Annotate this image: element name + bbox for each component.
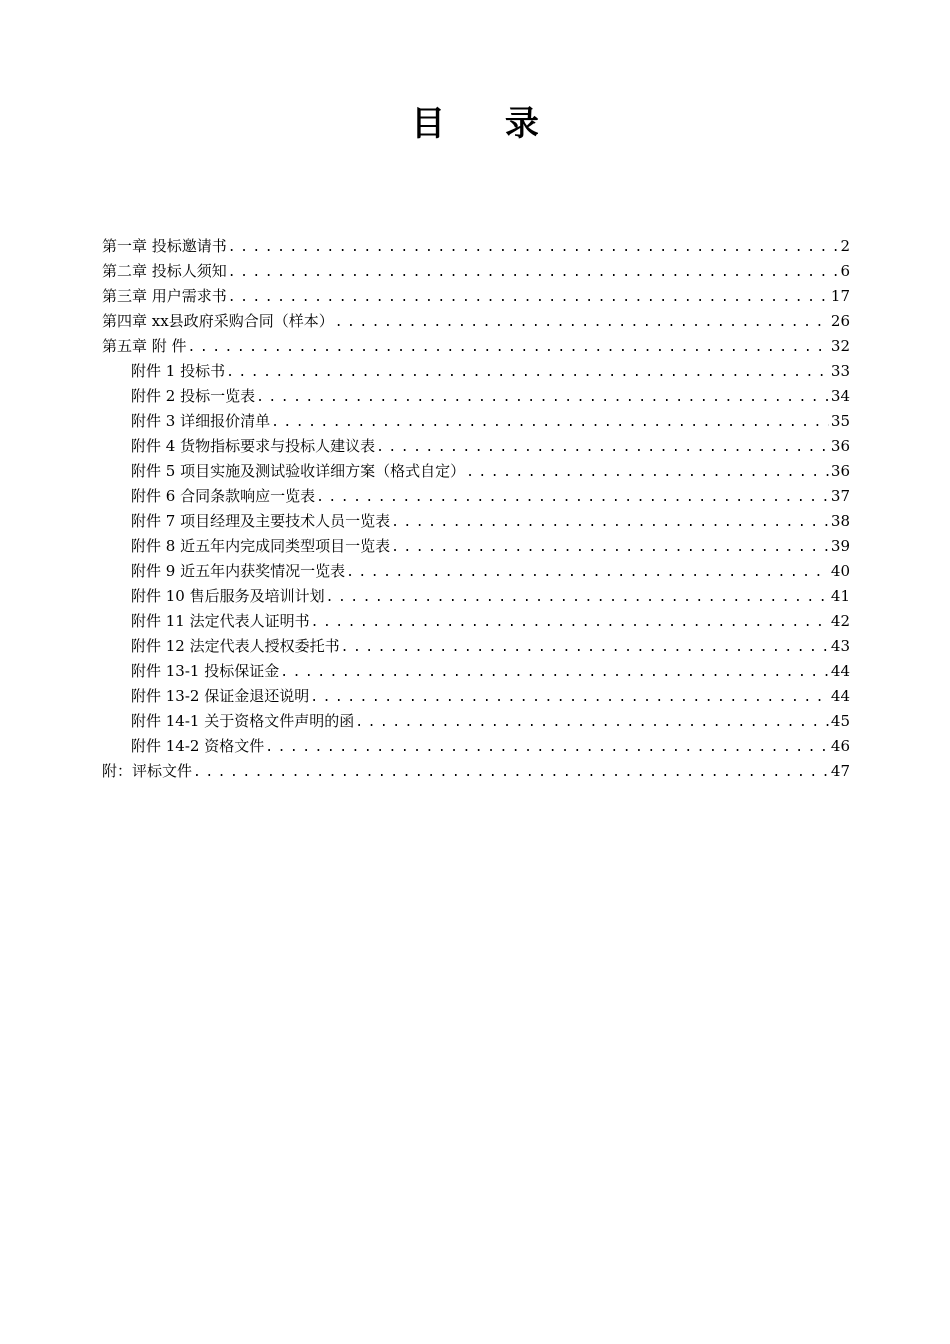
toc-page-number: 47 xyxy=(830,762,850,780)
toc-entry-label: 附：评标文件 xyxy=(102,762,193,780)
toc-page-number: 17 xyxy=(830,287,850,305)
toc-entry-label: 附件 6 合同条款响应一览表 xyxy=(131,487,316,505)
toc-dot-leader xyxy=(354,710,829,734)
toc-entry[interactable] xyxy=(102,659,850,684)
toc-entry[interactable] xyxy=(102,359,850,384)
toc-dot-leader xyxy=(227,235,839,259)
toc-page-number: 44 xyxy=(830,687,850,705)
toc-entry[interactable] xyxy=(102,709,850,734)
toc-entry[interactable] xyxy=(102,484,850,509)
toc-entry-label: 附件 1 投标书 xyxy=(131,362,226,380)
toc-dot-leader xyxy=(465,460,829,484)
toc-entry[interactable] xyxy=(102,384,850,409)
toc-dot-leader xyxy=(315,485,829,509)
toc-page-number: 41 xyxy=(830,587,850,605)
toc-entry[interactable] xyxy=(102,284,850,309)
toc-entry[interactable] xyxy=(102,409,850,434)
toc-page-number: 42 xyxy=(830,612,850,630)
toc-page-number: 43 xyxy=(830,637,850,655)
toc-entry-label: 附件 8 近五年内完成同类型项目一览表 xyxy=(131,537,391,555)
toc-entry-label: 附件 7 项目经理及主要技术人员一览表 xyxy=(131,512,391,530)
toc-page-number: 36 xyxy=(830,437,850,455)
toc-page-number: 32 xyxy=(830,337,850,355)
toc-dot-leader xyxy=(375,435,829,459)
toc-page-number: 37 xyxy=(830,487,850,505)
toc-entry-label: 第一章 投标邀请书 xyxy=(102,237,227,255)
toc-dot-leader xyxy=(340,635,829,659)
toc-dot-leader xyxy=(270,410,829,434)
toc-entry-label: 第四章 xx县政府采购合同（样本） xyxy=(102,312,334,330)
toc-entry[interactable] xyxy=(102,459,850,484)
toc-entry-label: 第二章 投标人须知 xyxy=(102,262,227,280)
toc-entry-label: 附件 12 法定代表人授权委托书 xyxy=(131,637,340,655)
toc-entry[interactable] xyxy=(102,684,850,709)
toc-entry-label: 附件 5 项目实施及测试验收详细方案（格式自定） xyxy=(131,462,466,480)
toc-entry-label: 附件 2 投标一览表 xyxy=(131,387,256,405)
toc-entry[interactable] xyxy=(102,759,850,784)
toc-entry[interactable] xyxy=(102,334,850,359)
toc-entry-label: 附件 11 法定代表人证明书 xyxy=(131,612,310,630)
toc-page-number: 40 xyxy=(830,562,850,580)
toc-page-number: 2 xyxy=(840,237,850,255)
toc-page-number: 33 xyxy=(830,362,850,380)
toc-page-number: 26 xyxy=(830,312,850,330)
toc-page-number: 38 xyxy=(830,512,850,530)
toc-entry[interactable] xyxy=(102,559,850,584)
toc-entry-label: 附件 3 详细报价清单 xyxy=(131,412,271,430)
toc-dot-leader xyxy=(192,760,829,784)
toc-dot-leader xyxy=(187,335,829,359)
toc-entry-label: 第五章 附 件 xyxy=(102,337,187,355)
toc-dot-leader xyxy=(390,535,829,559)
toc-page-number: 35 xyxy=(830,412,850,430)
toc-entry[interactable] xyxy=(102,634,850,659)
toc-entry[interactable] xyxy=(102,509,850,534)
table-of-contents xyxy=(102,234,850,784)
toc-entry[interactable] xyxy=(102,234,850,259)
toc-entry[interactable] xyxy=(102,434,850,459)
toc-entry-label: 附件 10 售后服务及培训计划 xyxy=(131,587,325,605)
toc-dot-leader xyxy=(264,735,829,759)
toc-dot-leader xyxy=(345,560,829,584)
toc-entry[interactable] xyxy=(102,609,850,634)
toc-dot-leader xyxy=(279,660,829,684)
toc-page-number: 46 xyxy=(830,737,850,755)
toc-entry-label: 附件 4 货物指标要求与投标人建议表 xyxy=(131,437,376,455)
toc-dot-leader xyxy=(227,285,829,309)
toc-entry-label: 附件 13-2 保证金退还说明 xyxy=(131,687,310,705)
toc-entry-label: 附件 9 近五年内获奖情况一览表 xyxy=(131,562,346,580)
toc-entry-label: 第三章 用户需求书 xyxy=(102,287,227,305)
toc-dot-leader xyxy=(225,360,829,384)
toc-page-number: 36 xyxy=(830,462,850,480)
toc-page-number: 6 xyxy=(840,262,850,280)
page-title: 目 录 xyxy=(411,104,563,144)
toc-dot-leader xyxy=(325,585,829,609)
toc-entry-label: 附件 14-1 关于资格文件声明的函 xyxy=(131,712,355,730)
toc-entry-label: 附件 13-1 投标保证金 xyxy=(131,662,280,680)
toc-dot-leader xyxy=(227,260,839,284)
toc-entry[interactable] xyxy=(102,534,850,559)
toc-dot-leader xyxy=(310,610,829,634)
toc-page-number: 34 xyxy=(830,387,850,405)
toc-page-number: 44 xyxy=(830,662,850,680)
toc-entry[interactable] xyxy=(102,734,850,759)
toc-dot-leader xyxy=(390,510,829,534)
toc-entry[interactable] xyxy=(102,584,850,609)
toc-entry-label: 附件 14-2 资格文件 xyxy=(131,737,265,755)
toc-page-number: 45 xyxy=(830,712,850,730)
toc-dot-leader xyxy=(309,685,829,709)
toc-entry[interactable] xyxy=(102,259,850,284)
toc-dot-leader xyxy=(255,385,829,409)
toc-dot-leader xyxy=(334,310,829,334)
toc-page-number: 39 xyxy=(830,537,850,555)
toc-entry[interactable] xyxy=(102,309,850,334)
